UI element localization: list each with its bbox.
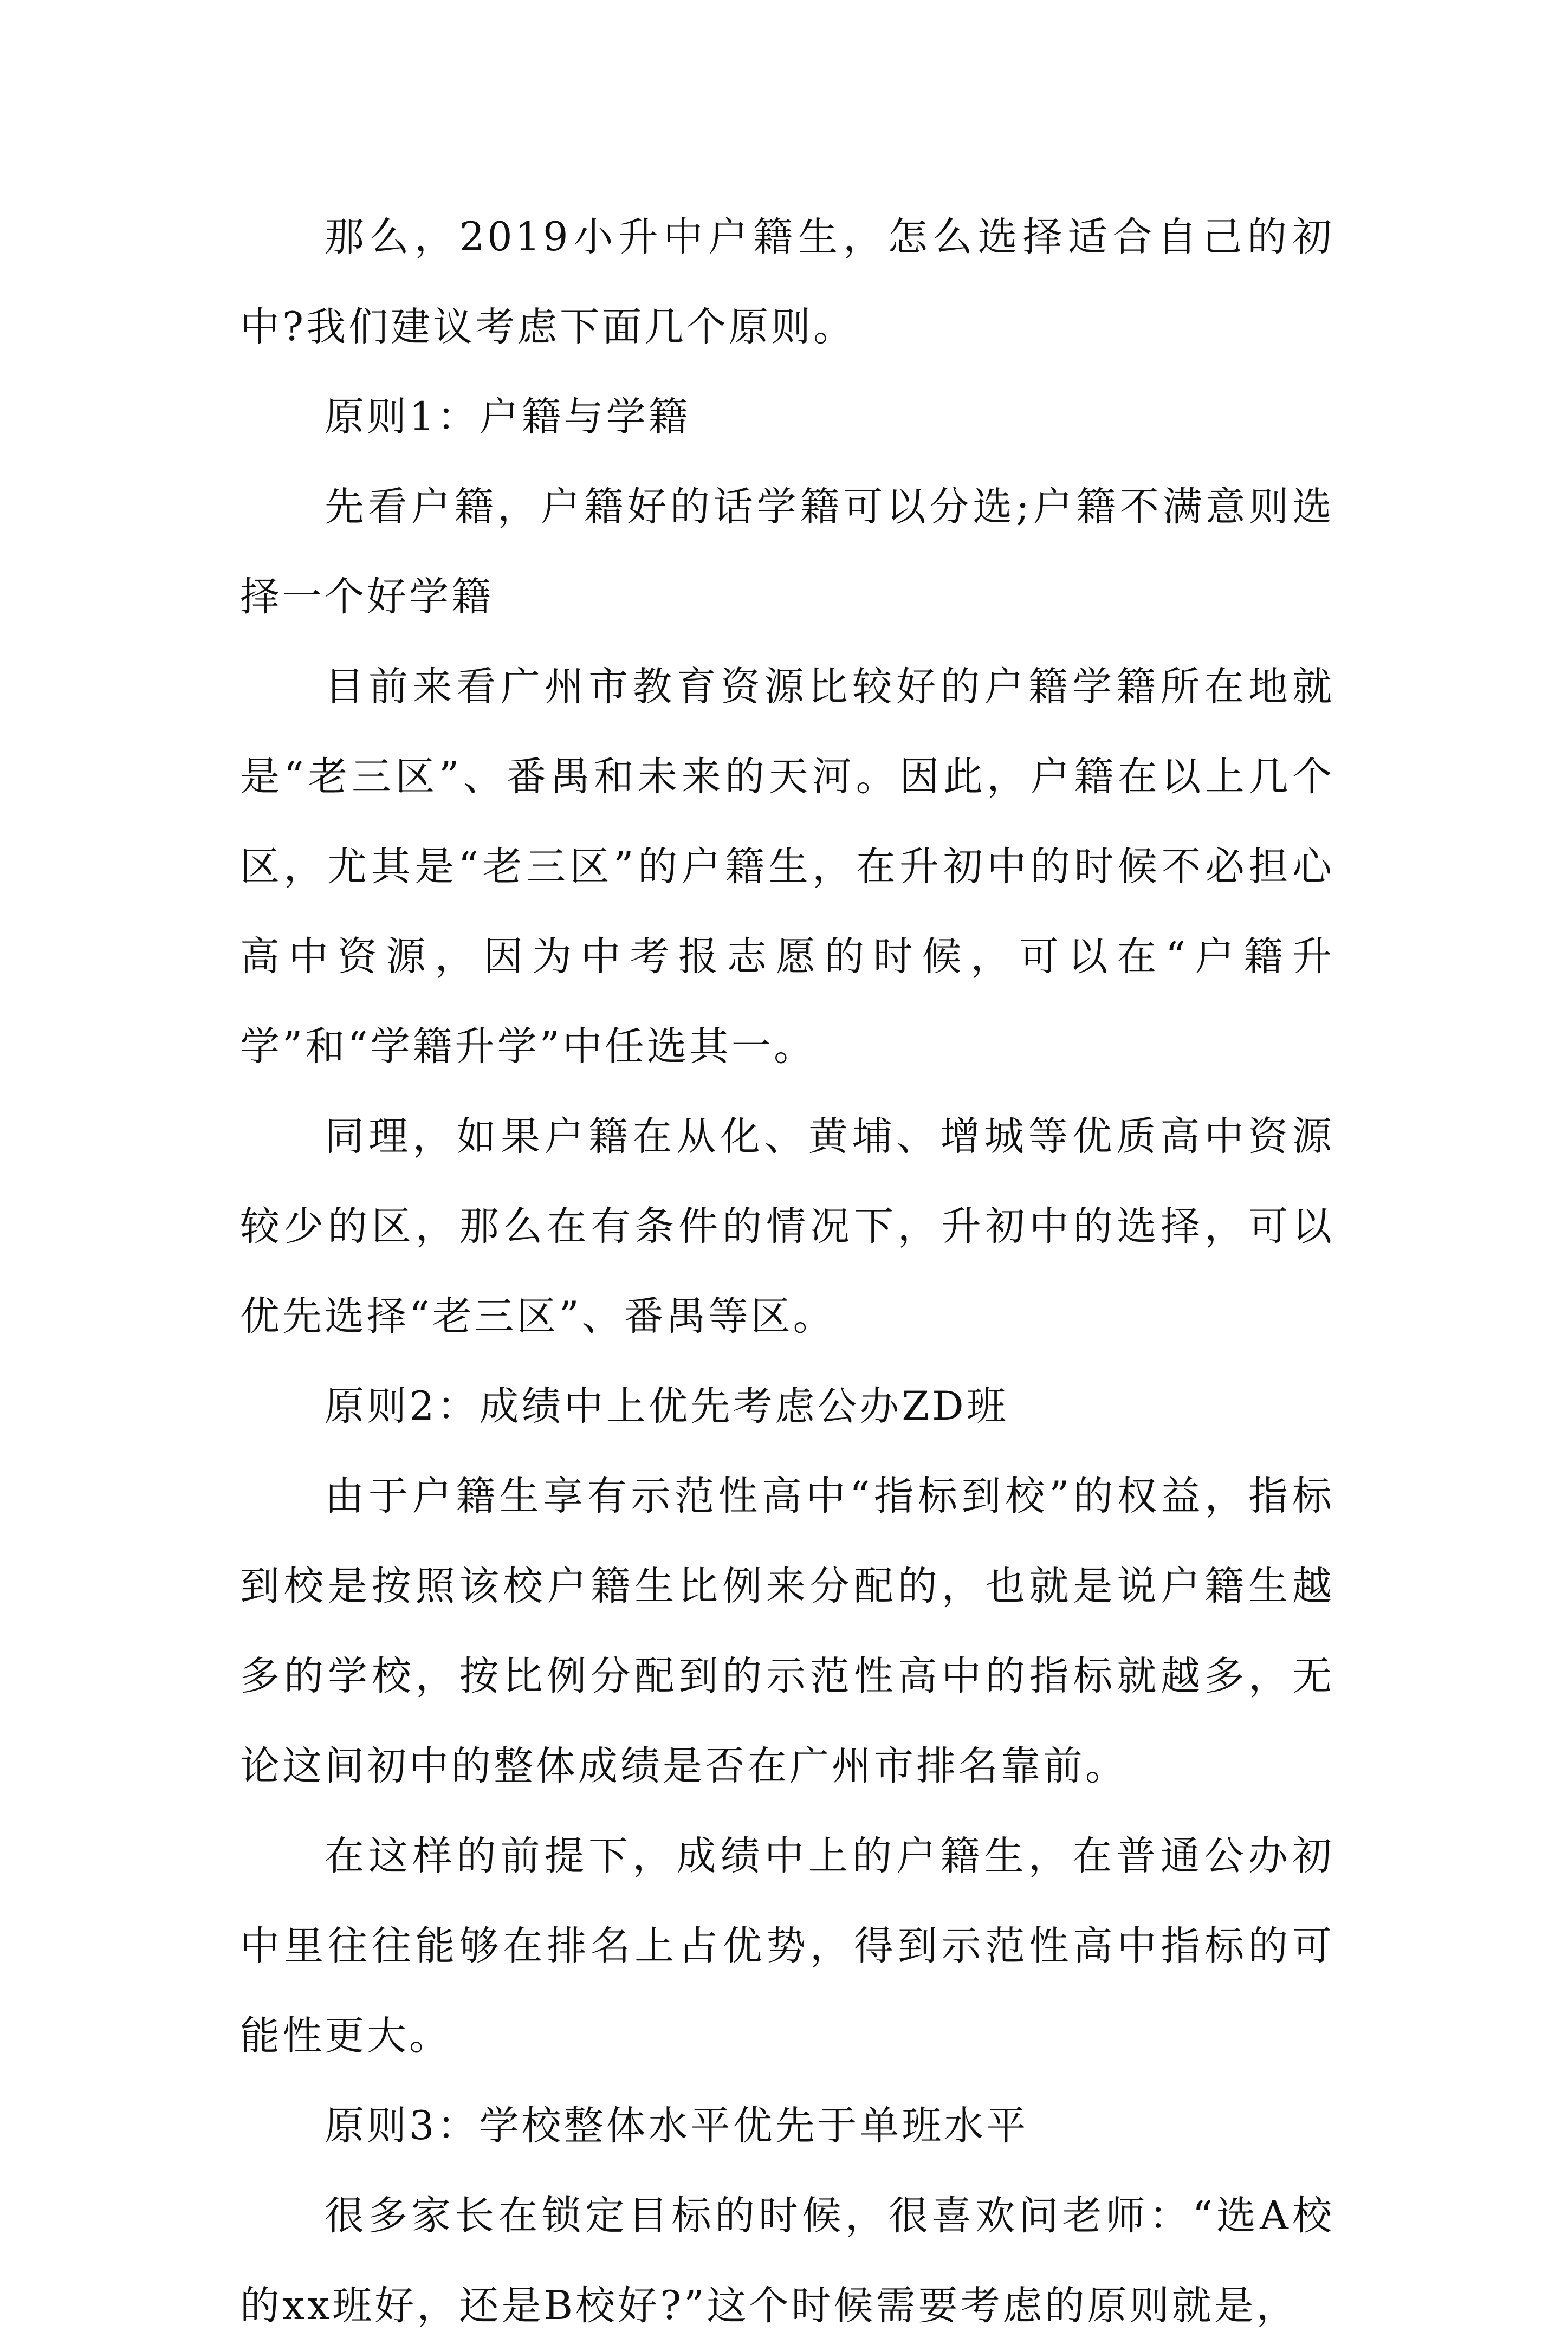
paragraph-principle-2-detail: 由于户籍生享有示范性高中“指标到校”的权益，指标到校是按照该校户籍生比例来分配的，也就是说户籍生越多的学校，按比例分配到的示范性高中的指标就越多，无论这间初中的整体成绩是否在广州市排名靠前。	[240, 1473, 1334, 1789]
paragraph-principle-3-detail: 很多家长在锁定目标的时候，很喜欢问老师：“选A校的xx班好，还是B校好?”这个时候需要考虑的原则就是，	[240, 2193, 1334, 2329]
paragraph-principle-1-summary: 先看户籍，户籍好的话学籍可以分选;户籍不满意则选择一个好学籍	[240, 484, 1334, 620]
document-body	[240, 192, 1334, 2351]
paragraph-principle-1-detail: 目前来看广州市教育资源比较好的户籍学籍所在地就是“老三区”、番禺和未来的天河。因此，户籍在以上几个区，尤其是“老三区”的户籍生，在升初中的时候不必担心高中资源，因为中考报志愿的时候，可以在“户籍升学”和“学籍升学”中任选其一。	[240, 664, 1334, 1070]
paragraph-principle-1-example: 同理，如果户籍在从化、黄埔、增城等优质高中资源较少的区，那么在有条件的情况下，升初中的选择，可以优先选择“老三区”、番禺等区。	[240, 1113, 1334, 1339]
paragraph-intro: 那么，2019小升中户籍生，怎么选择适合自己的初中?我们建议考虑下面几个原则。	[240, 214, 1334, 350]
heading-principle-3: 原则3：学校整体水平优先于单班水平	[325, 2103, 1029, 2149]
paragraph-principle-2-conclusion: 在这样的前提下，成绩中上的户籍生，在普通公办初中里往往能够在排名上占优势，得到示范性高中指标的可能性更大。	[240, 1833, 1334, 2059]
heading-principle-2: 原则2：成绩中上优先考虑公办ZD班	[325, 1383, 1009, 1429]
heading-principle-1: 原则1：户籍与学籍	[325, 394, 691, 440]
